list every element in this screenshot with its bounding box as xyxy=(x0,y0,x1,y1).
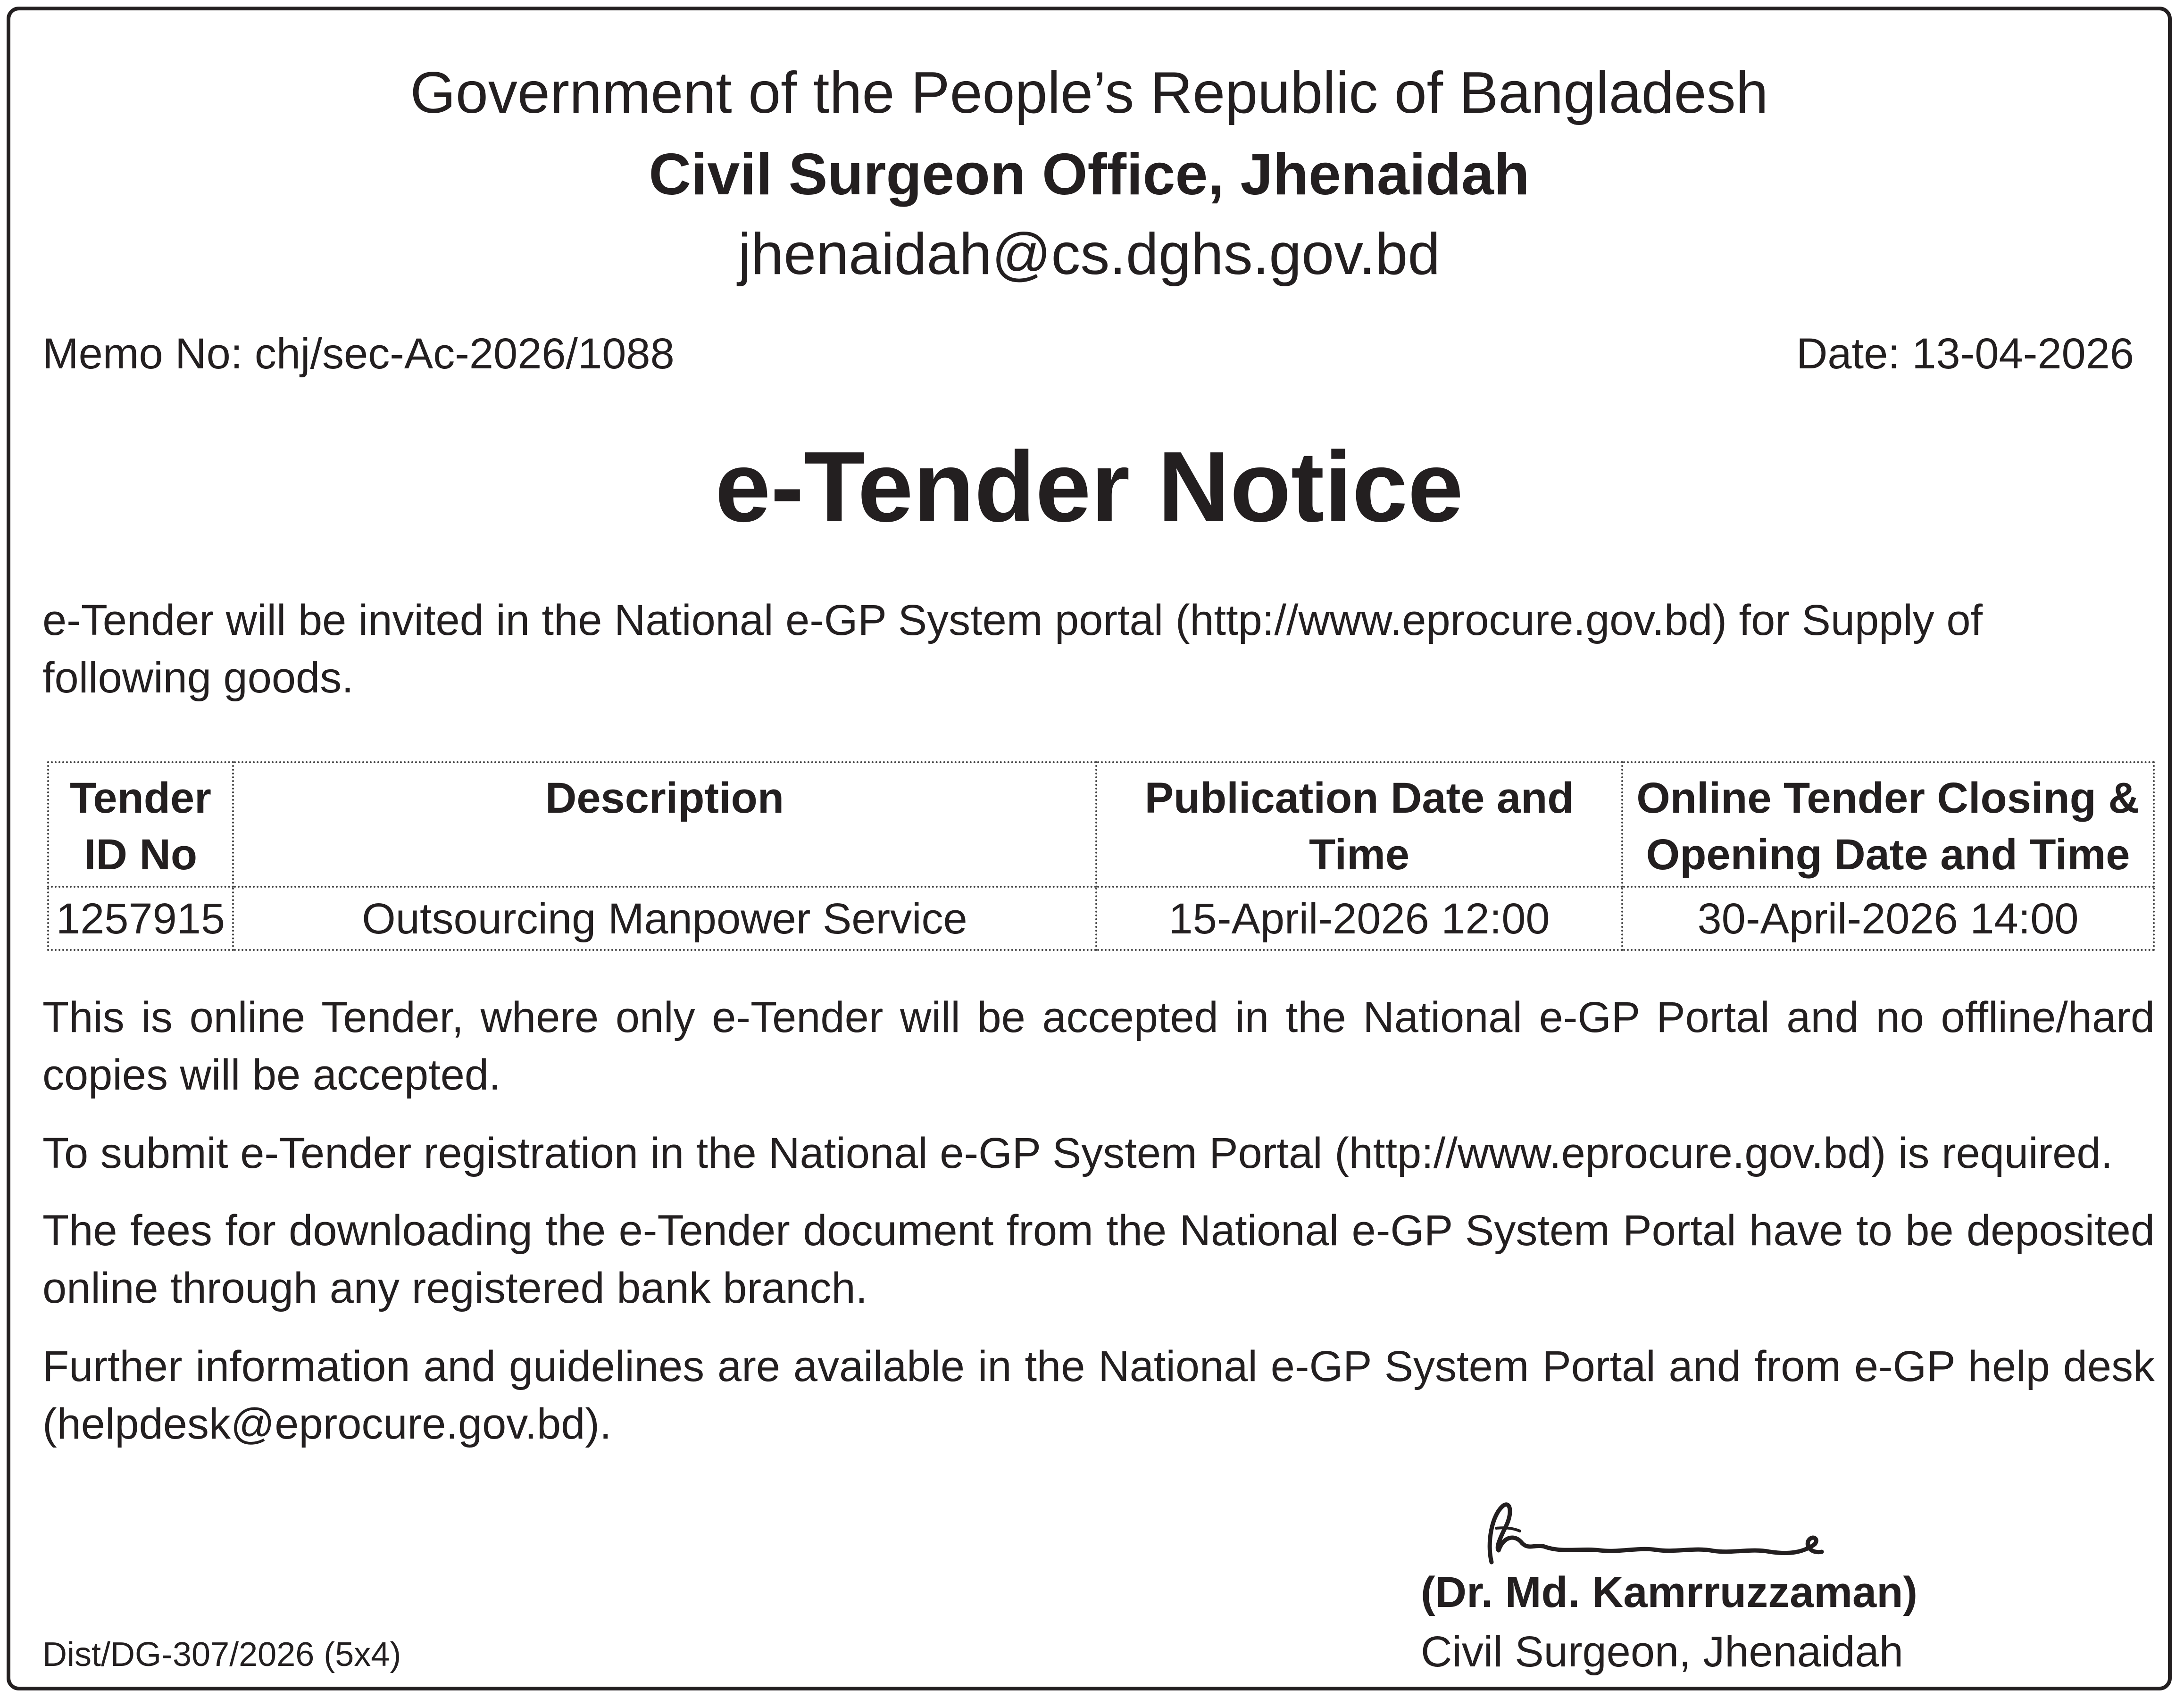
distribution-number: Dist/DG-307/2026 (5x4) xyxy=(42,1636,401,1673)
header-description: Description xyxy=(233,762,1096,887)
notice-date: Date: 13-04-2026 xyxy=(1796,330,2134,378)
signatory-title: Civil Surgeon, Jhenaidah xyxy=(1421,1628,1903,1676)
cell-closing-opening: 30-April-2026 14:00 xyxy=(1622,887,2154,950)
registration-paragraph: To submit e-Tender registration in the National e-GP System Portal (http://www.eprocure.gov.bd) is required. xyxy=(42,1129,2113,1177)
header-tender-id: Tender ID No xyxy=(48,762,233,887)
table-header-row xyxy=(48,762,2154,887)
tender-table xyxy=(47,761,2155,951)
signatory-name: (Dr. Md. Kamrruzzaman) xyxy=(1421,1568,1918,1616)
online-tender-paragraph: This is online Tender, where only e-Tender will be accepted in the National e-GP Portal and no offline/hard copies will be accepted. xyxy=(42,993,2155,1099)
notice-frame xyxy=(7,7,2172,1690)
memo-number: Memo No: chj/sec-Ac-2026/1088 xyxy=(42,330,675,378)
intro-paragraph: e-Tender will be invited in the National e-GP System portal (http://www.eprocure.gov.bd) for Supply of following goods. xyxy=(42,596,1983,702)
cell-description: Outsourcing Manpower Service xyxy=(233,887,1096,950)
government-heading: Government of the People’s Republic of Bangladesh xyxy=(410,60,1768,125)
cell-tender-id: 1257915 xyxy=(48,887,233,950)
page-title: e-Tender Notice xyxy=(715,431,1464,542)
cell-publication: 15-April-2026 12:00 xyxy=(1096,887,1622,950)
signature-image xyxy=(1421,1491,1883,1572)
helpdesk-paragraph: Further information and guidelines are available in the National e-GP System Portal and from e-GP help desk (helpdesk@eprocure.gov.bd). xyxy=(42,1342,2155,1448)
office-email: jhenaidah@cs.dghs.gov.bd xyxy=(738,222,1441,287)
table-row xyxy=(48,887,2154,950)
header-publication: Publication Date and Time xyxy=(1096,762,1622,887)
header-closing-opening: Online Tender Closing & Opening Date and Time xyxy=(1622,762,2154,887)
fees-paragraph: The fees for downloading the e-Tender document from the National e-GP System Portal have to be deposited online through any registered bank branch. xyxy=(42,1207,2155,1312)
office-heading: Civil Surgeon Office, Jhenaidah xyxy=(649,142,1530,207)
